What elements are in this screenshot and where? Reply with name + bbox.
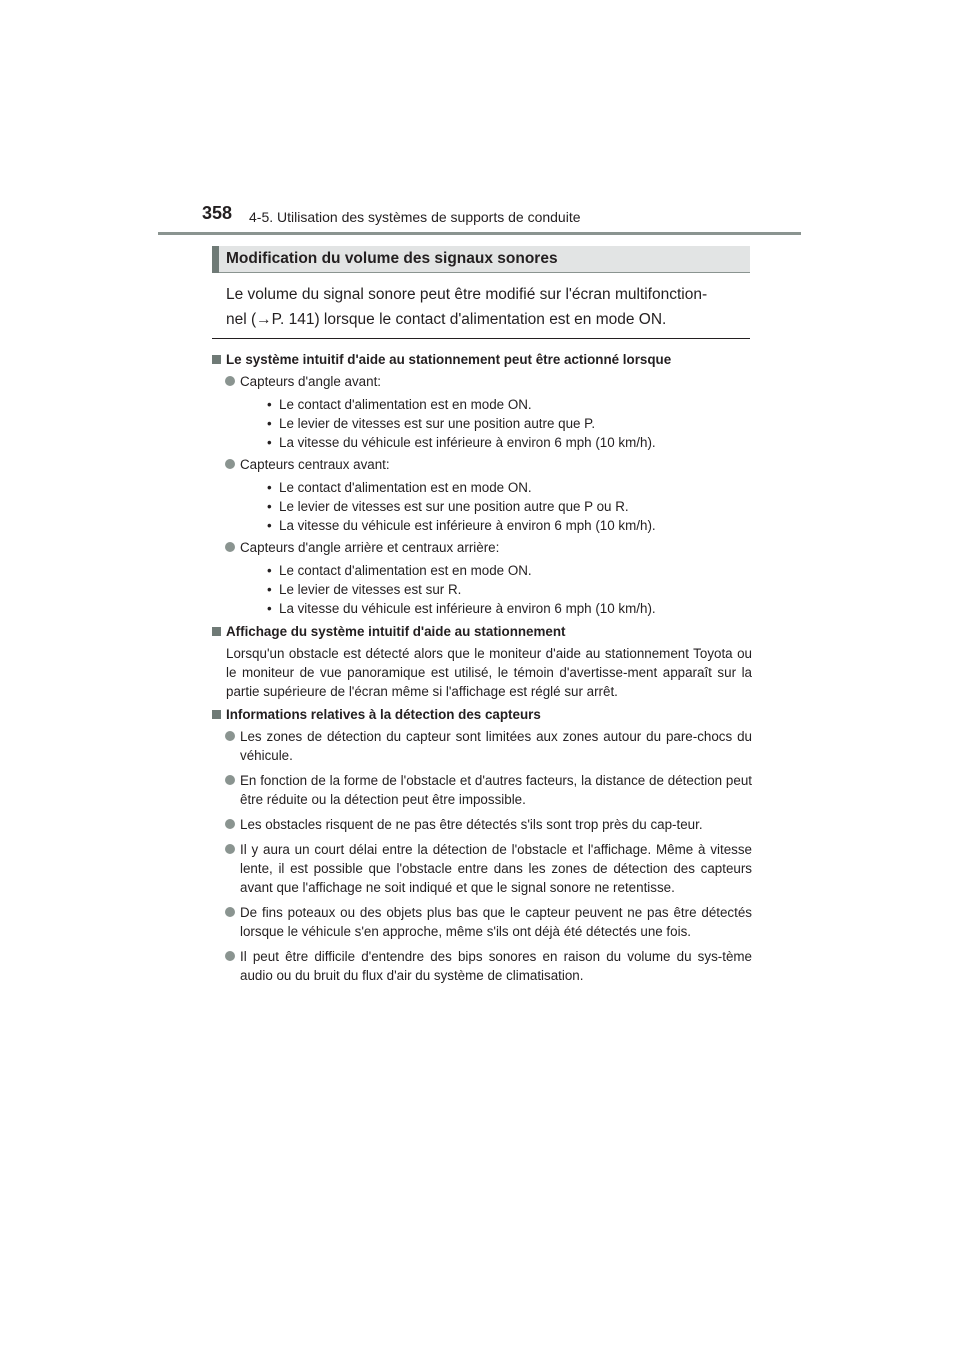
note-title (212, 622, 752, 641)
bullet-item (212, 771, 752, 809)
intro-line-1: Le volume du signal sonore peut être modifié sur l'écran multifonction- (226, 286, 708, 303)
bullet-text: Capteurs d'angle avant: (240, 374, 382, 389)
sub-list-item: • Le levier de vitesses est sur R. (267, 582, 462, 597)
circle-bullet-icon (225, 775, 235, 785)
circle-bullet-icon (225, 376, 235, 386)
bullet-text: En fonction de la forme de l'obstacle et d'autres facteurs, la distance de détection peut être réduite ou la détection peut être impossible. (240, 773, 752, 807)
sub-list-item: • La vitesse du véhicule est inférieure à environ 6 mph (10 km/h). (267, 435, 656, 450)
sub-list-item: • Le levier de vitesses est sur une position autre que P. (267, 416, 596, 431)
bullet-text: Il peut être difficile d'entendre des bips sonores en raison du volume du sys-tème audio ou du bruit du flux d'air du système de climatisation. (240, 949, 752, 983)
bullet-text: Capteurs d'angle arrière et centraux arrière: (240, 540, 500, 555)
intro-divider (212, 338, 750, 339)
note-title (212, 705, 752, 724)
bullet-item (212, 538, 752, 618)
intro-paragraph (226, 282, 752, 332)
page-number: 358 (202, 203, 233, 223)
bullet-item (212, 840, 752, 897)
bullet-text: Les obstacles risquent de ne pas être détectés s'ils sont trop près du cap-teur. (240, 817, 703, 832)
note-title-text: Affichage du système intuitif d'aide au stationnement (226, 624, 566, 639)
bullet-item (212, 727, 752, 765)
bullet-item (212, 372, 752, 452)
circle-bullet-icon (225, 819, 235, 829)
heading-text: Modification du volume des signaux sonores (226, 250, 558, 267)
intro-line-2: nel (→P. 141) lorsque le contact d'alimentation est en mode ON. (226, 311, 667, 328)
circle-bullet-icon (225, 542, 235, 552)
sub-list-item: • Le contact d'alimentation est en mode ON. (267, 563, 532, 578)
sub-list (240, 395, 752, 452)
sub-list-item: • Le contact d'alimentation est en mode ON. (267, 480, 532, 495)
bullet-text: Il y aura un court délai entre la détection de l'obstacle et l'affichage. Même à vitesse lente, il est possible que l'obstacle entre dans les zones de détection des capteurs avant que l'affichage ne soit indiqué et que le signal sonore ne retentisse. (240, 842, 752, 895)
note-block-3 (212, 705, 752, 985)
bullet-item (212, 455, 752, 535)
circle-bullet-icon (225, 951, 235, 961)
circle-bullet-icon (225, 907, 235, 917)
bullet-text: De fins poteaux ou des objets plus bas que le capteur peuvent ne pas être détectés lorsque le véhicule s'en approche, même s'ils ont déjà été détectés une fois. (240, 905, 752, 939)
sub-list-item: • La vitesse du véhicule est inférieure à environ 6 mph (10 km/h). (267, 601, 656, 616)
square-bullet-icon (212, 355, 221, 364)
square-bullet-icon (212, 710, 221, 719)
sub-list (240, 478, 752, 535)
header-rule (158, 232, 801, 235)
note-title-text: Le système intuitif d'aide au stationnement peut être actionné lorsque (226, 352, 672, 367)
note-block-2 (212, 622, 752, 701)
circle-bullet-icon (225, 459, 235, 469)
circle-bullet-icon (225, 844, 235, 854)
sub-list-item: • Le contact d'alimentation est en mode ON. (267, 397, 532, 412)
section-title: 4-5. Utilisation des systèmes de supports de conduite (249, 209, 581, 225)
notes-section (212, 346, 752, 985)
square-bullet-icon (212, 627, 221, 636)
bullet-item (212, 815, 752, 834)
circle-bullet-icon (225, 731, 235, 741)
bullet-text: Les zones de détection du capteur sont limitées aux zones autour du pare-chocs du véhicule. (240, 729, 752, 763)
note-paragraph: Lorsqu'un obstacle est détecté alors que le moniteur d'aide au stationnement Toyota ou le moniteur de vue panoramique est utilisé, le témoin d'avertisse-ment apparaît sur la partie supérieure de l'écran même si l'affichage est réglé sur arrêt. (226, 646, 752, 699)
note-title (212, 350, 752, 369)
section-heading (212, 246, 750, 273)
bullet-item (212, 903, 752, 941)
note-title-text: Informations relatives à la détection des capteurs (226, 707, 541, 722)
heading-accent-bar (212, 246, 219, 273)
sub-list-item: • La vitesse du véhicule est inférieure à environ 6 mph (10 km/h). (267, 518, 656, 533)
note-block-1 (212, 350, 752, 618)
sub-list-item: • Le levier de vitesses est sur une position autre que P ou R. (267, 499, 629, 514)
bullet-text: Capteurs centraux avant: (240, 457, 390, 472)
bullet-item (212, 947, 752, 985)
sub-list (240, 561, 752, 618)
